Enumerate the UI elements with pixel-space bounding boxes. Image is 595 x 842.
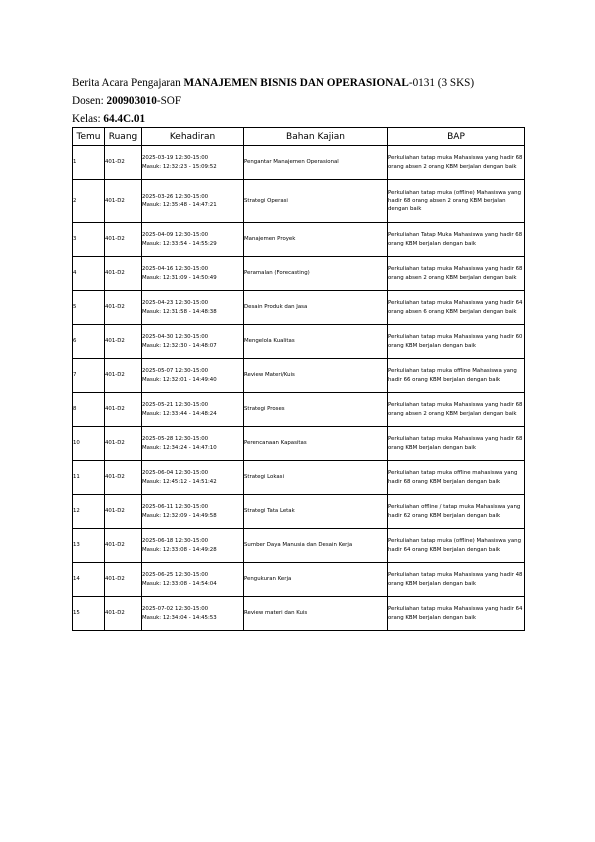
meeting-number: 6 bbox=[73, 325, 105, 359]
bap-note: Perkuliahan tatap muka offline Mahasiswa yang hadir 66 orang KBM berjalan dengan baik bbox=[388, 359, 525, 393]
topic: Manajemen Proyek bbox=[244, 223, 388, 257]
table-row bbox=[73, 563, 525, 597]
topic: Strategi Operasi bbox=[244, 180, 388, 223]
room: 401-D2 bbox=[105, 461, 142, 495]
topic: Pengantar Manajemen Operasional bbox=[244, 146, 388, 180]
topic: Strategi Lokasi bbox=[244, 461, 388, 495]
bap-note: Perkuliahan tatap muka Mahasiswa yang hadir 60 orang KBM berjalan dengan baik bbox=[388, 325, 525, 359]
meeting-number: 4 bbox=[73, 257, 105, 291]
attendance-table bbox=[72, 127, 525, 631]
meeting-number: 14 bbox=[73, 563, 105, 597]
check-in-time: Masuk: 12:34:04 - 14:45:53 bbox=[142, 614, 217, 621]
table-row bbox=[73, 529, 525, 563]
room: 401-D2 bbox=[105, 291, 142, 325]
lecturer-line bbox=[72, 92, 474, 110]
bap-note: Perkuliahan tatap muka Mahasiswa yang hadir 68 orang KBM berjalan dengan baik bbox=[388, 427, 525, 461]
table-row bbox=[73, 461, 525, 495]
col-header-kehadiran: Kehadiran bbox=[142, 128, 244, 146]
session-date: 2025-04-23 12:30-15:00 bbox=[142, 300, 209, 307]
meeting-number: 2 bbox=[73, 180, 105, 223]
attendance-cell bbox=[142, 597, 244, 631]
attendance-cell bbox=[142, 563, 244, 597]
lecturer-id: 200903010 bbox=[106, 95, 157, 107]
session-date: 2025-03-19 12:30-15:00 bbox=[142, 155, 209, 162]
attendance-cell bbox=[142, 427, 244, 461]
table-row bbox=[73, 359, 525, 393]
bap-note: Perkuliahan tatap muka Mahasiswa yang hadir 68 orang absen 2 orang KBM berjalan dengan baik bbox=[388, 257, 525, 291]
session-date: 2025-04-16 12:30-15:00 bbox=[142, 266, 209, 273]
room: 401-D2 bbox=[105, 325, 142, 359]
meeting-number: 1 bbox=[73, 146, 105, 180]
meeting-number: 8 bbox=[73, 393, 105, 427]
attendance-cell bbox=[142, 325, 244, 359]
attendance-cell bbox=[142, 180, 244, 223]
topic: Peramalan (Forecasting) bbox=[244, 257, 388, 291]
bap-note: Perkuliahan tatap muka (offline) Mahasiswa yang hadir 68 orang absen 2 orang KBM berjalan dengan baik bbox=[388, 180, 525, 223]
table-row bbox=[73, 427, 525, 461]
table-row bbox=[73, 180, 525, 223]
room: 401-D2 bbox=[105, 146, 142, 180]
attendance-cell bbox=[142, 495, 244, 529]
session-date: 2025-06-25 12:30-15:00 bbox=[142, 572, 209, 579]
meeting-number: 12 bbox=[73, 495, 105, 529]
bap-note: Perkuliahan offline / tatap muka Mahasiswa yang hadir 62 orang KBM berjalan dengan baik bbox=[388, 495, 525, 529]
meeting-number: 10 bbox=[73, 427, 105, 461]
check-in-time: Masuk: 12:32:23 - 15:09:52 bbox=[142, 163, 217, 170]
bap-note: Perkuliahan tatap muka Mahasiswa yang hadir 64 orang absen 6 orang KBM berjalan dengan baik bbox=[388, 291, 525, 325]
session-date: 2025-06-18 12:30-15:00 bbox=[142, 538, 209, 545]
topic: Desain Produk dan Jasa bbox=[244, 291, 388, 325]
course-suffix: -0131 (3 SKS) bbox=[408, 77, 475, 89]
room: 401-D2 bbox=[105, 597, 142, 631]
lecturer-suffix: -SOF bbox=[156, 95, 182, 107]
course-name: MANAJEMEN BISNIS DAN OPERASIONAL bbox=[183, 77, 409, 89]
session-date: 2025-05-07 12:30-15:00 bbox=[142, 368, 209, 375]
attendance-cell bbox=[142, 223, 244, 257]
topic: Review Materi/Kuis bbox=[244, 359, 388, 393]
check-in-time: Masuk: 12:33:08 - 14:54:04 bbox=[142, 580, 217, 587]
session-date: 2025-04-30 12:30-15:00 bbox=[142, 334, 209, 341]
check-in-time: Masuk: 12:31:58 - 14:48:38 bbox=[142, 308, 217, 315]
session-date: 2025-05-28 12:30-15:00 bbox=[142, 436, 209, 443]
bap-note: Perkuliahan Tatap Muka Mahasiswa yang hadir 68 orang KBM berjalan dengan baik bbox=[388, 223, 525, 257]
meeting-number: 7 bbox=[73, 359, 105, 393]
room: 401-D2 bbox=[105, 529, 142, 563]
table-row bbox=[73, 146, 525, 180]
table-row bbox=[73, 495, 525, 529]
check-in-time: Masuk: 12:33:54 - 14:55:29 bbox=[142, 240, 217, 247]
bap-note: Perkuliahan tatap muka Mahasiswa yang hadir 64 orang KBM berjalan dengan baik bbox=[388, 597, 525, 631]
col-header-temu: Temu bbox=[73, 128, 105, 146]
class-code: 64.4C.01 bbox=[103, 113, 146, 125]
bap-note: Perkuliahan tatap muka Mahasiswa yang hadir 48 orang KBM berjalan dengan baik bbox=[388, 563, 525, 597]
topic: Perencanaan Kapasitas bbox=[244, 427, 388, 461]
table-row bbox=[73, 597, 525, 631]
bap-note: Perkuliahan tatap muka Mahasiswa yang hadir 68 orang absen 2 orang KBM berjalan dengan baik bbox=[388, 146, 525, 180]
table-row bbox=[73, 393, 525, 427]
course-prefix: Berita Acara Pengajaran bbox=[72, 77, 184, 89]
topic: Strategi Tata Letak bbox=[244, 495, 388, 529]
table-row bbox=[73, 223, 525, 257]
lecturer-label: Dosen: bbox=[72, 95, 107, 107]
session-date: 2025-03-26 12:30-15:00 bbox=[142, 193, 209, 200]
session-date: 2025-06-11 12:30-15:00 bbox=[142, 504, 209, 511]
room: 401-D2 bbox=[105, 180, 142, 223]
room: 401-D2 bbox=[105, 359, 142, 393]
col-header-bahan-kajian: Bahan Kajian bbox=[244, 128, 388, 146]
meeting-number: 11 bbox=[73, 461, 105, 495]
table-row bbox=[73, 291, 525, 325]
room: 401-D2 bbox=[105, 563, 142, 597]
meeting-number: 5 bbox=[73, 291, 105, 325]
session-date: 2025-04-09 12:30-15:00 bbox=[142, 232, 209, 239]
meeting-number: 15 bbox=[73, 597, 105, 631]
class-label: Kelas: bbox=[72, 113, 104, 125]
col-header-bap: BAP bbox=[388, 128, 525, 146]
document-header bbox=[72, 74, 474, 128]
check-in-time: Masuk: 12:33:44 - 14:48:24 bbox=[142, 410, 217, 417]
table-row bbox=[73, 257, 525, 291]
table-header-row bbox=[73, 128, 525, 146]
course-line bbox=[72, 74, 474, 92]
attendance-cell bbox=[142, 146, 244, 180]
check-in-time: Masuk: 12:45:12 - 14:51:42 bbox=[142, 478, 217, 485]
topic: Sumber Daya Manusia dan Desain Kerja bbox=[244, 529, 388, 563]
attendance-cell bbox=[142, 529, 244, 563]
bap-note: Perkuliahan tatap muka offline mahasiswa yang hadir 68 orang KBM berjalan dengan baik bbox=[388, 461, 525, 495]
room: 401-D2 bbox=[105, 495, 142, 529]
check-in-time: Masuk: 12:32:01 - 14:49:40 bbox=[142, 376, 217, 383]
bap-note: Perkuliahan tatap muka (offline) Mahasiswa yang hadir 64 orang KBM berjalan dengan baik bbox=[388, 529, 525, 563]
check-in-time: Masuk: 12:32:09 - 14:49:58 bbox=[142, 512, 217, 519]
check-in-time: Masuk: 12:31:09 - 14:50:49 bbox=[142, 274, 217, 281]
topic: Pengukuran Kerja bbox=[244, 563, 388, 597]
room: 401-D2 bbox=[105, 427, 142, 461]
check-in-time: Masuk: 12:33:08 - 14:49:28 bbox=[142, 546, 217, 553]
class-line bbox=[72, 110, 474, 128]
room: 401-D2 bbox=[105, 257, 142, 291]
col-header-ruang: Ruang bbox=[105, 128, 142, 146]
session-date: 2025-06-04 12:30-15:00 bbox=[142, 470, 209, 477]
check-in-time: Masuk: 12:34:24 - 14:47:10 bbox=[142, 444, 217, 451]
table-row bbox=[73, 325, 525, 359]
attendance-cell bbox=[142, 359, 244, 393]
room: 401-D2 bbox=[105, 393, 142, 427]
bap-note: Perkuliahan tatap muka Mahasiswa yang hadir 68 orang absen 2 orang KBM berjalan dengan baik bbox=[388, 393, 525, 427]
topic: Review materi dan Kuis bbox=[244, 597, 388, 631]
meeting-number: 3 bbox=[73, 223, 105, 257]
attendance-cell bbox=[142, 257, 244, 291]
topic: Mengelola Kualitas bbox=[244, 325, 388, 359]
check-in-time: Masuk: 12:35:48 - 14:47:21 bbox=[142, 202, 217, 208]
attendance-cell bbox=[142, 393, 244, 427]
attendance-cell bbox=[142, 461, 244, 495]
room: 401-D2 bbox=[105, 223, 142, 257]
attendance-cell bbox=[142, 291, 244, 325]
meeting-number: 13 bbox=[73, 529, 105, 563]
topic: Strategi Proses bbox=[244, 393, 388, 427]
check-in-time: Masuk: 12:32:30 - 14:48:07 bbox=[142, 342, 217, 349]
session-date: 2025-05-21 12:30-15:00 bbox=[142, 402, 209, 409]
session-date: 2025-07-02 12:30-15:00 bbox=[142, 606, 209, 613]
